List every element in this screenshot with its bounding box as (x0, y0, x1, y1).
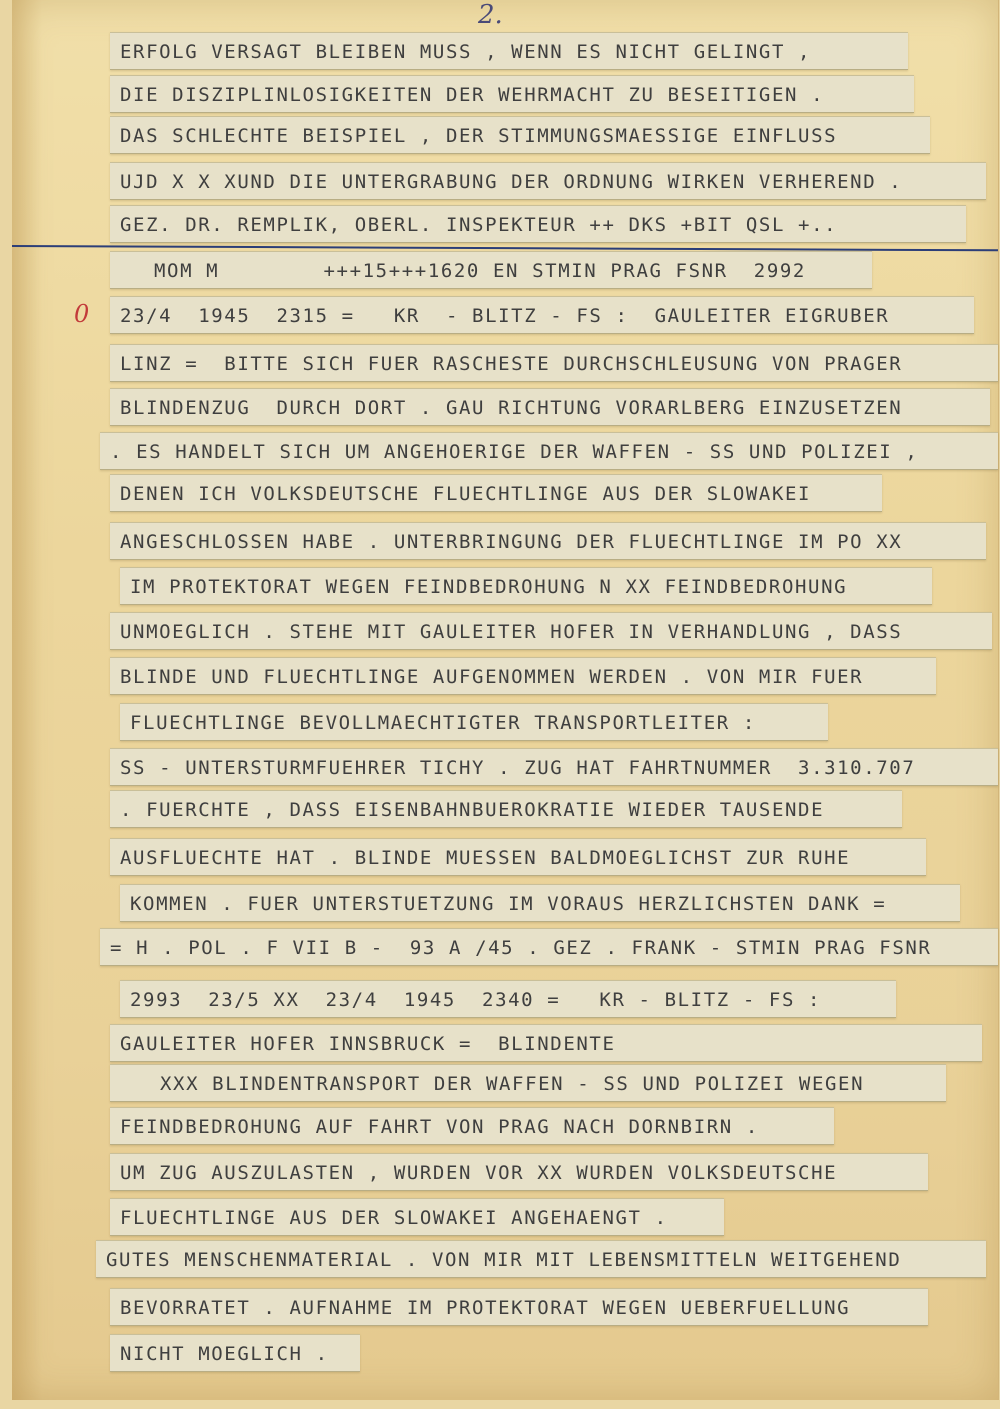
telegram-line: KOMMEN . FUER UNTERSTUETZUNG IM VORAUS HERZLICHSTEN DANK = (120, 884, 960, 922)
telegram-line: . ES HANDELT SICH UM ANGEHOERIGE DER WAFFEN - SS UND POLIZEI , (100, 432, 998, 470)
telegram-line: NICHT MOEGLICH . (110, 1334, 360, 1372)
telegram-line: FLUECHTLINGE AUS DER SLOWAKEI ANGEHAENGT . (110, 1198, 724, 1236)
telegram-line: BLINDE UND FLUECHTLINGE AUFGENOMMEN WERDEN . VON MIR FUER (110, 657, 936, 695)
telegram-line: AUSFLUECHTE HAT . BLINDE MUESSEN BALDMOEGLICHST ZUR RUHE (110, 838, 926, 876)
telegram-line: BEVORRATET . AUFNAHME IM PROTEKTORAT WEGEN UEBERFUELLUNG (110, 1288, 928, 1326)
telegram-line: FLUECHTLINGE BEVOLLMAECHTIGTER TRANSPORTLEITER : (120, 703, 828, 741)
telegram-line: MOM M +++15+++1620 EN STMIN PRAG FSNR 2992 (110, 251, 872, 289)
margin-mark: 0 (74, 300, 90, 328)
telegram-line: = H . POL . F VII B - 93 A /45 . GEZ . FRANK - STMIN PRAG FSNR (100, 928, 998, 966)
page-edge-shading (12, 0, 42, 1400)
telegram-line: IM PROTEKTORAT WEGEN FEINDBEDROHUNG N XX FEINDBEDROHUNG (120, 567, 932, 605)
telegram-line: GEZ. DR. REMPLIK, OBERL. INSPEKTEUR ++ DKS +BIT QSL +.. (110, 205, 966, 243)
telegram-line: 2993 23/5 XX 23/4 1945 2340 = KR - BLITZ - FS : (120, 980, 896, 1018)
telegram-page (12, 0, 999, 1400)
telegram-line: ERFOLG VERSAGT BLEIBEN MUSS , WENN ES NICHT GELINGT , (110, 32, 908, 70)
telegram-line: DIE DISZIPLINLOSIGKEITEN DER WEHRMACHT ZU BESEITIGEN . (110, 75, 914, 113)
telegram-line: 23/4 1945 2315 = KR - BLITZ - FS : GAULEITER EIGRUBER (110, 296, 974, 334)
telegram-line: UNMOEGLICH . STEHE MIT GAULEITER HOFER IN VERHANDLUNG , DASS (110, 612, 992, 650)
telegram-line: UJD X X XUND DIE UNTERGRABUNG DER ORDNUNG WIRKEN VERHEREND . (110, 162, 986, 200)
telegram-line: UM ZUG AUSZULASTEN , WURDEN VOR XX WURDEN VOLKSDEUTSCHE (110, 1153, 928, 1191)
telegram-line: BLINDENZUG DURCH DORT . GAU RICHTUNG VORARLBERG EINZUSETZEN (110, 388, 990, 426)
telegram-line: DAS SCHLECHTE BEISPIEL , DER STIMMUNGSMAESSIGE EINFLUSS (110, 116, 930, 154)
telegram-line: GUTES MENSCHENMATERIAL . VON MIR MIT LEBENSMITTELN WEITGEHEND (96, 1240, 986, 1278)
telegram-line: SS - UNTERSTURMFUEHRER TICHY . ZUG HAT FAHRTNUMMER 3.310.707 (110, 748, 998, 786)
telegram-line: DENEN ICH VOLKSDEUTSCHE FLUECHTLINGE AUS DER SLOWAKEI (110, 474, 882, 512)
page-number: 2. (478, 0, 503, 30)
telegram-line: XXX BLINDENTRANSPORT DER WAFFEN - SS UND POLIZEI WEGEN (110, 1064, 946, 1102)
telegram-line: . FUERCHTE , DASS EISENBAHNBUEROKRATIE WIEDER TAUSENDE (110, 790, 902, 828)
telegram-line: ANGESCHLOSSEN HABE . UNTERBRINGUNG DER FLUECHTLINGE IM PO XX (110, 522, 986, 560)
telegram-line: FEINDBEDROHUNG AUF FAHRT VON PRAG NACH DORNBIRN . (110, 1107, 834, 1145)
telegram-line: LINZ = BITTE SICH FUER RASCHESTE DURCHSCHLEUSUNG VON PRAGER (110, 344, 998, 382)
telegram-line: GAULEITER HOFER INNSBRUCK = BLINDENTE (110, 1024, 982, 1062)
